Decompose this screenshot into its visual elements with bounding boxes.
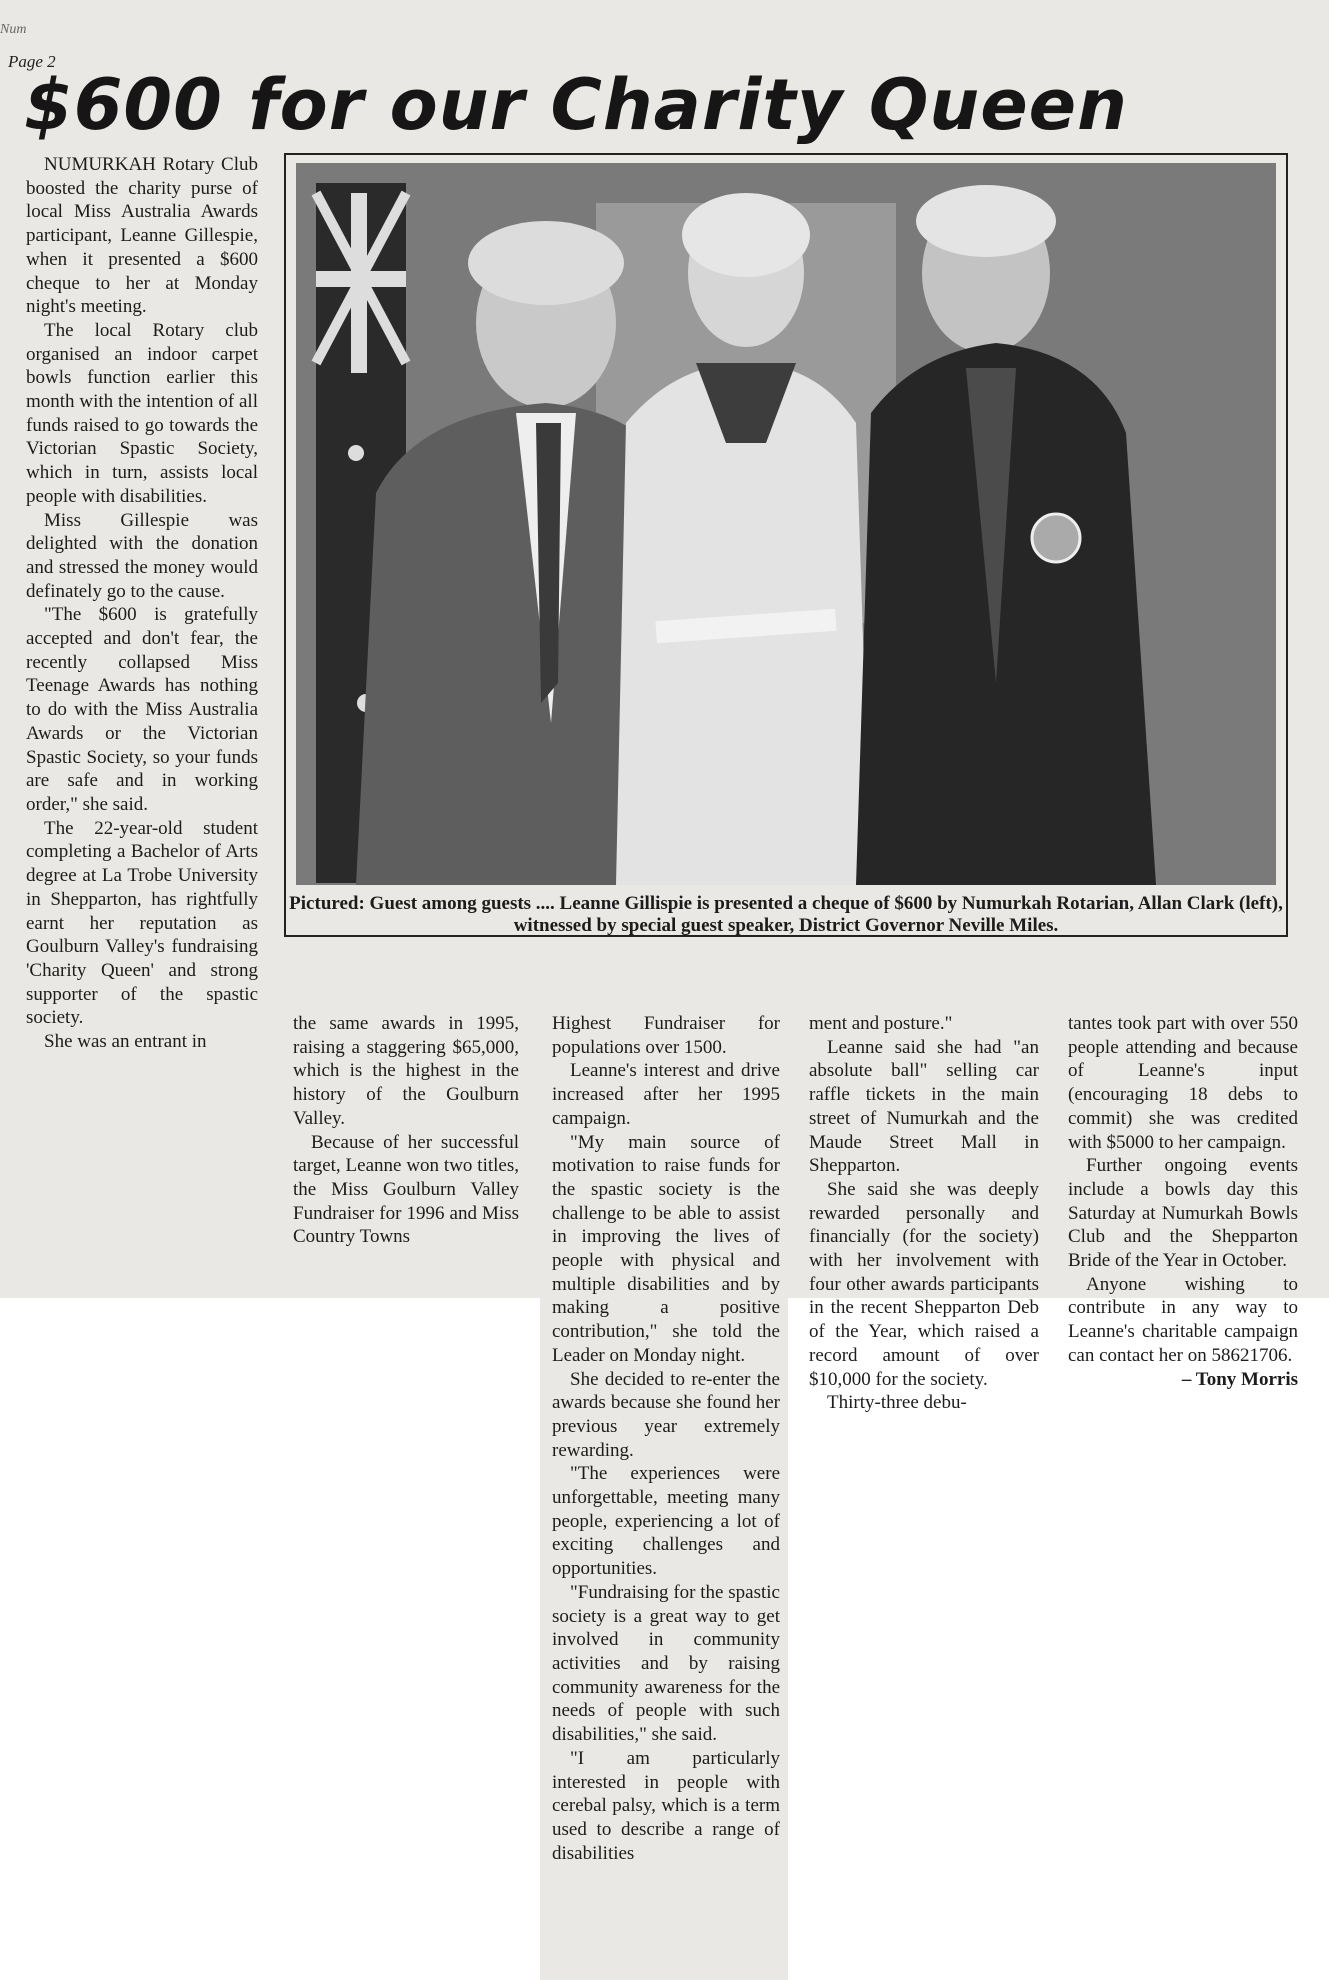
- paragraph: "The $600 is gratefully accepted and don't fear, the recently collapsed Miss Teenage Awards has nothing to do with the Miss Australia Awards or the Victorian Spastic Society, so your funds are safe and in working order," she said.: [26, 604, 258, 815]
- page-label: Page 2: [8, 52, 56, 71]
- paragraph: Leanne said she had "an absolute ball" selling car raffle tickets in the main street of Numurkah and the Maude Street Mall in Shepparton.: [809, 1036, 1039, 1177]
- photo-frame: [284, 153, 1288, 937]
- paragraph: Miss Gillespie was delighted with the donation and stressed the money would definately go to the cause.: [26, 509, 258, 602]
- paragraph: tantes took part with over 550 people attending and because of Leanne's input (encouraging 18 debs to commit) she was credited with $5000 to her campaign.: [1068, 1013, 1298, 1153]
- paragraph: "I am particularly interested in people with cerebal palsy, which is a term used to describe a range of disabilities: [552, 1747, 780, 1864]
- paragraph: "The experiences were unforgettable, meeting many people, experiencing a lot of exciting challenges and opportunities.: [552, 1463, 780, 1580]
- paragraph: Further ongoing events include a bowls day this Saturday at Numurkah Bowls Club and the Shepparton Bride of the Year in October.: [1068, 1155, 1298, 1272]
- paragraph: NUMURKAH Rotary Club boosted the charity purse of local Miss Australia Awards participant, Leanne Gillespie, when it presented a $600 cheque to her at Monday night's meeting.: [26, 154, 258, 318]
- column-3: [552, 1012, 780, 1865]
- paragraph: Leanne's interest and drive increased after her 1995 campaign.: [552, 1060, 780, 1129]
- paragraph: The local Rotary club organised an indoor carpet bowls function earlier this month with the intention of all funds raised to go towards the Victorian Spastic Society, which in turn, assists local people with disabilities.: [26, 319, 258, 507]
- photo-caption: Pictured: Guest among guests .... Leanne Gillispie is presented a cheque of $600 by Numurkah Rotarian, Allan Clark (left), witnessed by special guest speaker, District Governor Neville Miles.: [289, 893, 1283, 936]
- paragraph: She decided to re-enter the awards because she found her previous year extremely rewarding.: [552, 1368, 780, 1461]
- paragraph: Because of her successful target, Leanne won two titles, the Miss Goulburn Valley Fundraiser for 1996 and Miss Country Towns: [293, 1131, 519, 1248]
- column-2: [293, 1012, 519, 1249]
- news-photo: [296, 163, 1276, 885]
- paragraph: the same awards in 1995, raising a staggering $65,000, which is the highest in the history of the Goulburn Valley.: [293, 1013, 519, 1129]
- paragraph: The 22-year-old student completing a Bachelor of Arts degree at La Trobe University in Shepparton, has rightfully earnt her reputation as Goulburn Valley's fundraising 'Charity Queen' and strong supporter of the spastic society.: [26, 817, 258, 1029]
- paragraph: Thirty-three debu-: [827, 1392, 967, 1414]
- edge-mark: Num: [0, 22, 27, 37]
- column-5: [1068, 1012, 1298, 1391]
- byline: – Tony Morris: [1181, 1368, 1298, 1390]
- paragraph: She was an entrant in: [44, 1031, 207, 1053]
- paragraph: She said she was deeply rewarded personally and financially (for the society) with her involvement with four other awards participants in the recent Shepparton Deb of the Year, which raised a record amount of over $10,000 for the society.: [809, 1178, 1039, 1390]
- headline: $600 for our Charity Queen: [24, 64, 1128, 146]
- column-4: [809, 1012, 1039, 1415]
- paragraph: Anyone wishing to contribute in any way to Leanne's charitable campaign can contact her on 58621706.: [1068, 1273, 1298, 1366]
- paragraph: ment and posture.": [809, 1013, 953, 1034]
- column-1: [26, 153, 258, 1054]
- paragraph: Highest Fundraiser for populations over 1500.: [552, 1013, 780, 1058]
- paragraph: "Fundraising for the spastic society is a great way to get involved in community activities and by raising community awareness for the needs of people with such disabilities," she said.: [552, 1581, 780, 1746]
- rotary-badge-icon: [1032, 514, 1080, 562]
- paragraph: "My main source of motivation to raise funds for the spastic society is the challenge to be able to assist in improving the lives of people with physical and multiple disabilities and by making a positive contribution," she told the Leader on Monday night.: [552, 1131, 780, 1366]
